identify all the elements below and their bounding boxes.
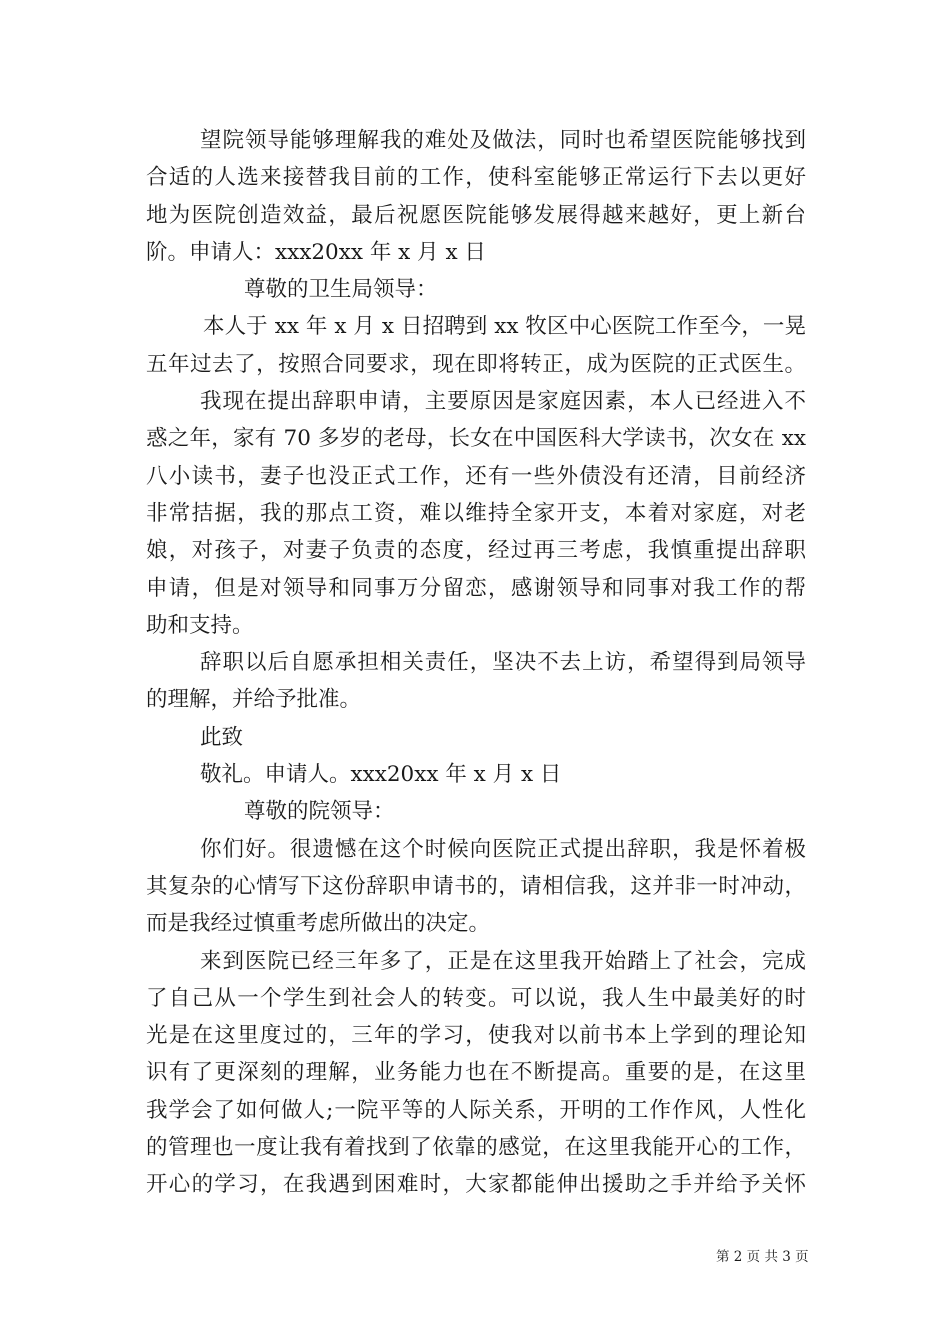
body-text-line: 辞职以后自愿承担相关责任，坚决不去上访，希望得到局领导 <box>200 650 806 676</box>
body-text-line: 来到医院已经三年多了，正是在这里我开始踏上了社会，完成 <box>200 948 806 974</box>
body-text-line: 望院领导能够理解我的难处及做法，同时也希望医院能够找到 <box>200 128 806 153</box>
body-text-line: 八小读书，妻子也没正式工作，还有一些外债没有还清，目前经济 <box>146 463 806 489</box>
body-text-line: 合适的人选来接替我目前的工作，使科室能够正常运行下去以更好 <box>146 165 806 191</box>
body-text-line: 我现在提出辞职申请，主要原因是家庭因素，本人已经进入不 <box>200 389 806 415</box>
body-text-line: 申请，但是对领导和同事万分留恋，感谢领导和同事对我工作的帮 <box>146 575 806 601</box>
body-text-line: 五年过去了，按照合同要求，现在即将转正，成为医院的正式医生。 <box>146 351 806 377</box>
body-text-line: 尊敬的院领导： <box>244 799 395 825</box>
body-text-line: 识有了更深刻的理解，业务能力也在不断提高。重要的是，在这里 <box>146 1060 806 1086</box>
body-text-line: 阶。申请人：xxx20xx 年 x 月 x 日 <box>146 239 486 265</box>
body-text-line: 尊敬的卫生局领导： <box>244 277 438 303</box>
body-text-line: 惑之年，家有 70 多岁的老母，长女在中国医科大学读书，次女在 xx <box>146 426 806 452</box>
body-text-line: 开心的学习，在我遇到困难时，大家都能伸出援助之手并给予关怀 <box>146 1172 806 1198</box>
body-text-line: 敬礼。申请人。xxx20xx 年 x 月 x 日 <box>200 762 562 788</box>
body-text-line: 地为医院创造效益，最后祝愿医院能够发展得越来越好，更上新台 <box>146 202 806 228</box>
body-text-line: 光是在这里度过的，三年的学习，使我对以前书本上学到的理论知 <box>146 1023 806 1049</box>
body-text-line: 非常拮据，我的那点工资，难以维持全家开支，本着对家庭，对老 <box>146 500 806 526</box>
page-number-footer: 第 2 页 共 3 页 <box>716 1249 809 1265</box>
body-text-line: 了自己从一个学生到社会人的转变。可以说，我人生中最美好的时 <box>146 985 806 1011</box>
body-text-line: 的理解，并给予批准。 <box>146 687 362 713</box>
body-text-line: 娘，对孩子，对妻子负责的态度，经过再三考虑，我慎重提出辞职 <box>146 538 806 564</box>
body-text-line: 此致 <box>200 724 244 750</box>
body-text-line: 助和支持。 <box>146 612 254 638</box>
body-text-line: 而是我经过慎重考虑所做出的决定。 <box>146 911 491 937</box>
document-body <box>146 122 806 1204</box>
body-text-line: 我学会了如何做人;一院平等的人际关系，开明的工作作风，人性化 <box>146 1097 806 1123</box>
body-text-line: 本人于 xx 年 x 月 x 日招聘到 xx 牧区中心医院工作至今，一晃 <box>203 314 806 340</box>
body-text-line: 其复杂的心情写下这份辞职申请书的，请相信我，这并非一时冲动， <box>146 873 806 899</box>
body-text-line: 你们好。很遗憾在这个时候向医院正式提出辞职，我是怀着极 <box>200 836 806 862</box>
body-text-line: 的管理也一度让我有着找到了依靠的感觉，在这里我能开心的工作， <box>146 1135 806 1161</box>
